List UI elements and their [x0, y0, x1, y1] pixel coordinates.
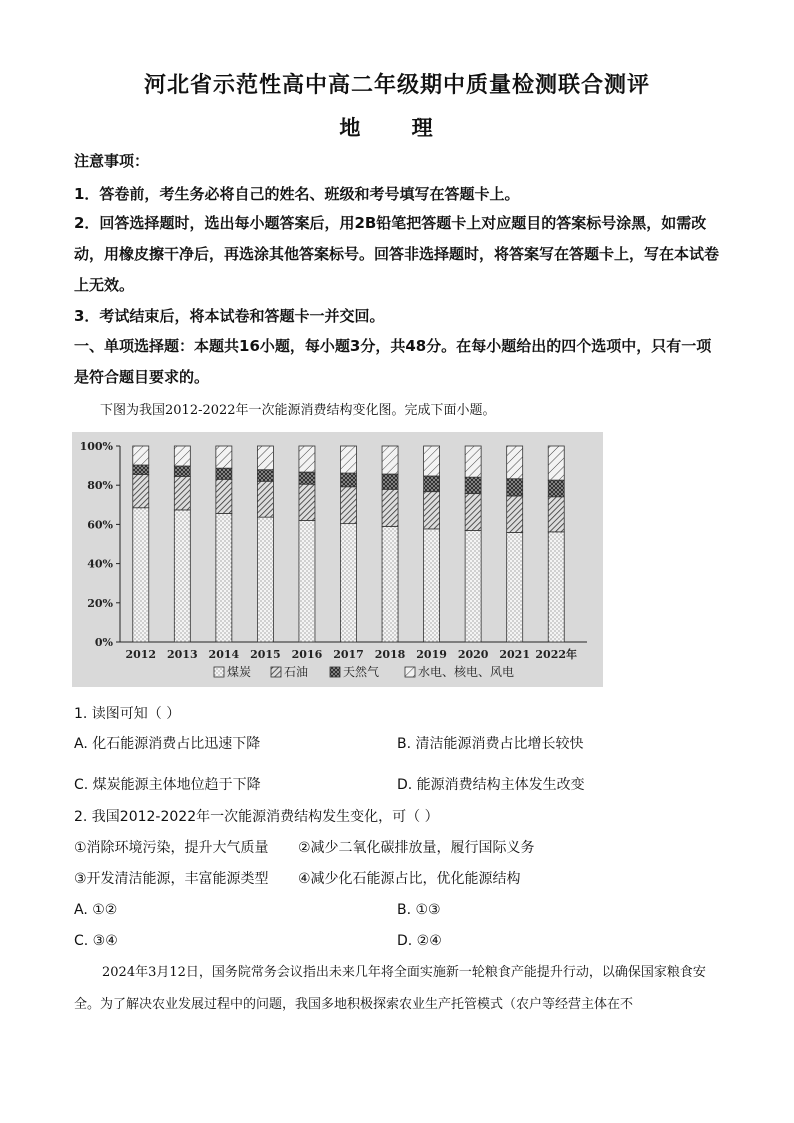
bar-segment — [507, 446, 523, 479]
bar-segment — [216, 468, 232, 479]
chart-intro: 下图为我国2012-2022年一次能源消费结构变化图。完成下面小题。 — [100, 403, 496, 418]
q2-statement-4: ④减少化石能源占比，优化能源结构 — [298, 871, 521, 887]
x-tick-label: 2014 — [208, 648, 240, 661]
legend-swatch — [330, 667, 340, 677]
legend-label: 石油 — [284, 665, 309, 679]
q2-option-c[interactable]: C. ③④ — [74, 933, 118, 949]
bar-segment — [299, 472, 315, 484]
bar-segment — [174, 466, 190, 476]
bar-segment — [174, 446, 190, 466]
bar-segment — [424, 492, 440, 529]
bar-segment — [548, 480, 564, 497]
y-tick-label: 80% — [87, 479, 113, 493]
bar-segment — [507, 532, 523, 642]
q2-statement-3: ③开发清洁能源，丰富能源类型 — [74, 871, 269, 887]
q2-option-a[interactable]: A. ①② — [74, 902, 118, 918]
bar-segment — [465, 446, 481, 477]
note-item-1: 1．答卷前，考生务必将自己的姓名、班级和考号填写在答题卡上。 — [74, 185, 520, 203]
bar-segment — [465, 477, 481, 493]
x-tick-label: 2016 — [291, 648, 323, 661]
bar-segment — [133, 508, 149, 642]
bar-segment — [341, 487, 357, 524]
bar-segment — [424, 529, 440, 642]
bar-segment — [341, 446, 357, 473]
bar-segment — [133, 446, 149, 465]
legend-swatch — [214, 667, 224, 677]
bar-segment — [424, 476, 440, 492]
legend-label: 煤炭 — [227, 665, 252, 679]
bar-segment — [216, 479, 232, 513]
q2-statement-2: ②减少二氧化碳排放量，履行国际义务 — [298, 840, 535, 856]
y-tick-label: 0% — [94, 636, 113, 649]
bar-segment — [507, 496, 523, 532]
x-tick-label: 2019 — [416, 648, 447, 661]
legend-label: 天然气 — [343, 665, 380, 679]
bar-segment — [257, 446, 273, 470]
bar-segment — [257, 470, 273, 482]
question-2-stem: 2. 我国2012-2022年一次能源消费结构发生变化，可（ ） — [74, 809, 439, 825]
exam-title: 河北省示范性高中高二年级期中质量检测联合测评 — [143, 73, 650, 98]
q2-statement-1: ①消除环境污染，提升大气质量 — [74, 840, 269, 856]
bar-segment — [299, 520, 315, 642]
q1-option-a[interactable]: A. 化石能源消费占比迅速下降 — [74, 736, 261, 752]
energy-chart — [72, 432, 603, 687]
bar-segment — [382, 446, 398, 474]
bar-segment — [133, 474, 149, 507]
bar-segment — [548, 497, 564, 532]
bar-segment — [341, 524, 357, 642]
bar-segment — [507, 479, 523, 496]
bar-segment — [548, 532, 564, 642]
bar-segment — [382, 526, 398, 642]
q1-option-d[interactable]: D. 能源消费结构主体发生改变 — [397, 777, 585, 793]
q1-option-b[interactable]: B. 清洁能源消费占比增长较快 — [397, 736, 584, 752]
x-tick-label: 2013 — [167, 648, 198, 661]
bar-segment — [465, 494, 481, 531]
legend-swatch — [271, 667, 281, 677]
bar-segment — [216, 446, 232, 468]
note-item-2: 2．回答选择题时，选出每小题答案后，用2B铅笔把答题卡上对应题目的答案标号涂黑，如需改动，用橡皮擦干净后，再选涂其他答案标号。回答非选择题时，将答案写在答题卡上，写在本试卷上无效。 — [74, 214, 720, 294]
y-tick-label: 60% — [87, 518, 113, 532]
x-tick-label: 2015 — [250, 648, 281, 661]
x-tick-label: 2022年 — [535, 648, 578, 661]
bar-segment — [133, 465, 149, 474]
bar-segment — [174, 510, 190, 642]
bar-segment — [216, 513, 232, 642]
bar-segment — [548, 446, 564, 480]
bar-segment — [174, 476, 190, 510]
note-item-3: 3．考试结束后，将本试卷和答题卡一并交回。 — [74, 307, 385, 325]
bar-segment — [424, 446, 440, 476]
y-tick-label: 40% — [87, 557, 113, 571]
bar-segment — [341, 473, 357, 487]
section-heading: 一、单项选择题：本题共16小题，每小题3分，共48分。在每小题给出的四个选项中，只有一项是符合题目要求的。 — [74, 337, 712, 386]
passage-text: 2024年3月12日，国务院常务会议指出未来几年将全面实施新一轮粮食产能提升行动，以确保国家粮食安全。为了解决农业发展过程中的问题，我国多地积极探索农业生产托管模式（农户等经营主体在不 — [74, 965, 706, 1012]
bar-segment — [299, 446, 315, 472]
x-tick-label: 2012 — [125, 648, 157, 661]
subject-title: 地 理 — [339, 116, 455, 140]
bar-segment — [299, 484, 315, 520]
bar-segment — [257, 481, 273, 517]
bar-segment — [257, 517, 273, 642]
q2-option-b[interactable]: B. ①③ — [397, 902, 441, 918]
x-tick-label: 2017 — [333, 648, 364, 661]
q1-option-c[interactable]: C. 煤炭能源主体地位趋于下降 — [74, 777, 261, 793]
y-tick-label: 100% — [79, 440, 113, 453]
question-1-stem: 1. 读图可知（ ） — [74, 706, 181, 722]
bar-segment — [382, 489, 398, 526]
legend-label: 水电、核电、风电 — [418, 665, 515, 679]
x-tick-label: 2018 — [374, 648, 406, 661]
x-tick-label: 2021 — [499, 648, 530, 661]
bar-segment — [382, 474, 398, 489]
x-tick-label: 2020 — [457, 648, 489, 661]
y-tick-label: 20% — [87, 596, 113, 610]
bar-segment — [465, 530, 481, 642]
q2-option-d[interactable]: D. ②④ — [397, 933, 442, 949]
notes-heading: 注意事项： — [74, 152, 150, 170]
legend-swatch — [405, 667, 415, 677]
energy-chart-svg — [72, 432, 603, 687]
